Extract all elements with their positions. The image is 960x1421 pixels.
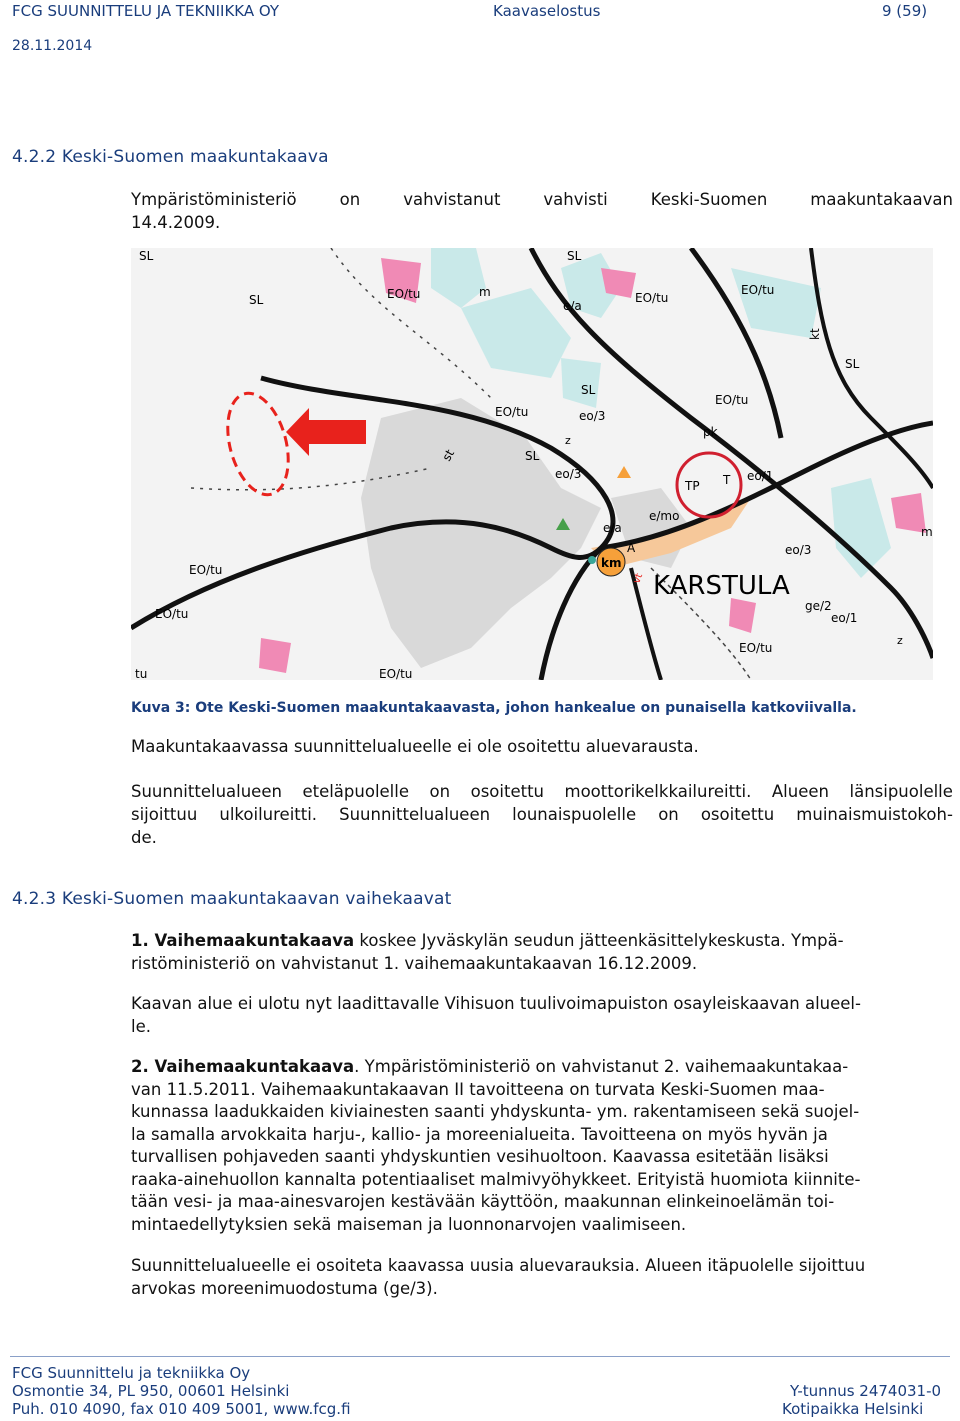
intro-line-2: 14.4.2009. <box>131 213 221 232</box>
word: on <box>429 782 451 801</box>
teal-marker <box>588 556 596 564</box>
word: Suunnittelualueen <box>339 805 491 824</box>
word: Suunnittelualueen <box>131 782 282 801</box>
map-label-karstula: KARSTULA <box>653 571 790 601</box>
item-1-title: 1. Vaihemaakuntakaava <box>131 931 355 950</box>
map-label: EO/tu <box>739 641 773 655</box>
item-1-line <box>131 929 953 952</box>
footer-phone: Puh. 010 4090, fax 010 409 5001, www.fcg.fi <box>12 1400 351 1418</box>
header-page-number: 9 (59) <box>882 2 928 20</box>
map-label: SL <box>581 383 596 397</box>
paragraph-2-line: de. <box>131 828 157 847</box>
map-label: T <box>723 473 731 487</box>
item-2-line: raaka-ainehuollon kannalta potentiaaliset malmivyöhykkeet. Erityistä huomiota kiinnite- <box>131 1169 861 1189</box>
final-paragraph <box>131 1254 953 1300</box>
paragraph-2 <box>131 780 953 849</box>
footer-domicile: Kotipaikka Helsinki <box>782 1400 924 1418</box>
footer-address: Osmontie 34, PL 950, 00601 Helsinki <box>12 1382 290 1400</box>
map-label: EO/tu <box>495 405 529 419</box>
word: muinaismuistokoh- <box>796 805 953 824</box>
map-label: EO/tu <box>387 287 421 301</box>
regional-plan-map <box>131 248 933 680</box>
map-label: eo/1 <box>831 611 858 625</box>
word: länsipuolelle <box>849 782 953 801</box>
intro-word: Ympäristöministeriö <box>131 190 297 209</box>
map-label: z <box>897 634 903 647</box>
item-2-line <box>131 1056 953 1079</box>
intro-line-1 <box>131 188 953 211</box>
intro-word: vahvistanut <box>403 190 501 209</box>
map-drawing <box>131 248 933 680</box>
item-2-line: turvallisen pohjaveden saanti yhdyskuntien vesihuoltoon. Kaavassa esitetään lisäksi <box>131 1147 829 1166</box>
intro-word: vahvisti <box>543 190 608 209</box>
final-line: Suunnittelualueelle ei osoiteta kaavassa uusia aluevarauksia. Alueen itäpuolelle sijoittuu <box>131 1256 866 1275</box>
item-1-note-line: le. <box>131 1017 151 1036</box>
item-2-line: la samalla arvokkaita harju-, kallio- ja moreenialueita. Tavoitteena on myös hyvän ja <box>131 1124 828 1144</box>
word: lounaispuolelle <box>512 805 637 824</box>
item-2-line: mintaedellytyksien sekä maiseman ja luonnonarvojen vaalimiseen. <box>131 1214 687 1234</box>
map-label: vt <box>631 572 646 586</box>
intro-word: on <box>339 190 361 209</box>
map-label: e/mo <box>649 509 680 523</box>
word: Alueen <box>771 782 829 801</box>
footer-company: FCG Suunnittelu ja tekniikka Oy <box>12 1364 251 1382</box>
map-label: tu <box>135 667 148 680</box>
map-label: SL <box>249 293 264 307</box>
paragraph-2-line <box>131 803 953 826</box>
item-2-title: 2. Vaihemaakuntakaava <box>131 1057 355 1076</box>
map-label: eo/1 <box>747 469 774 483</box>
map-label: A <box>627 541 636 555</box>
intro-word: Keski-Suomen <box>650 190 768 209</box>
map-label: SL <box>567 249 582 263</box>
section-heading-4-2-3: 4.2.3 Keski-Suomen maakuntakaavan vaihekaavat <box>12 889 452 909</box>
map-label: m <box>479 285 491 299</box>
item-2-line: tään vesi- ja maa-ainesvarojen kestävään käyttöön, maakunnan elinkeinoelämän toi- <box>131 1192 835 1211</box>
item-1-line: ristöministeriö on vahvistanut 1. vaihemaakuntakaavan 16.12.2009. <box>131 954 698 973</box>
map-label: e/a <box>603 521 622 535</box>
word: osoitettu <box>470 782 544 801</box>
pink-area <box>259 638 291 673</box>
item-2-paragraph <box>131 1056 953 1236</box>
map-label: EO/tu <box>741 283 775 297</box>
word: on <box>658 805 679 824</box>
word: eteläpuolelle <box>302 782 410 801</box>
map-label: EO/tu <box>189 563 223 577</box>
item-2-line: kunnassa laadukkaiden kiviainesten saanti yhdyskunta- ym. rakentamiseen sekä suojel- <box>131 1102 860 1121</box>
paragraph-1: Maakuntakaavassa suunnittelualueelle ei ole osoitettu aluevarausta. <box>131 737 699 756</box>
item-2-line: van 11.5.2011. Vaihemaakuntakaavan II tavoitteena on turvata Keski-Suomen maa- <box>131 1079 825 1099</box>
final-line: arvokas moreenimuodostuma (ge/3). <box>131 1279 438 1298</box>
map-label: m <box>921 525 933 539</box>
map-label: pk <box>703 425 718 439</box>
map-label: eo/3 <box>785 543 812 557</box>
word: ulkoilureitti. <box>219 805 318 824</box>
map-label: z <box>565 434 571 447</box>
map-label: EO/tu <box>715 393 749 407</box>
map-label: TP <box>685 479 700 493</box>
header-date: 28.11.2014 <box>12 38 93 54</box>
map-label: SL <box>845 357 860 371</box>
header-company: FCG SUUNNITTELU JA TEKNIIKKA OY <box>12 2 280 20</box>
footer-business-id: Y-tunnus 2474031-0 <box>790 1382 942 1400</box>
figure-caption: Kuva 3: Ote Keski-Suomen maakuntakaavasta, johon hankealue on punaisella katkoviivalla. <box>131 700 857 716</box>
map-label: EO/tu <box>635 291 669 305</box>
header-doc-type: Kaavaselostus <box>493 2 601 20</box>
footer-divider <box>10 1356 950 1357</box>
intro-word: maakuntakaavan <box>810 190 953 209</box>
item-1-note-line: Kaavan alue ei ulotu nyt laadittavalle Vihisuon tuulivoimapuiston osayleiskaavan alueel- <box>131 994 861 1013</box>
item-1-note <box>131 992 953 1038</box>
map-label: SL <box>525 449 540 463</box>
map-label: e/a <box>563 299 582 313</box>
map-label: EO/tu <box>379 667 413 680</box>
section-heading-4-2-2: 4.2.2 Keski-Suomen maakuntakaava <box>12 147 329 167</box>
map-label: km <box>601 556 622 570</box>
paragraph-2-line <box>131 780 953 803</box>
word: osoitettu <box>700 805 775 824</box>
item-1-paragraph <box>131 929 953 975</box>
map-label: eo/3 <box>555 467 582 481</box>
map-label: EO/tu <box>155 607 189 621</box>
map-label: SL <box>139 249 154 263</box>
map-label: kt <box>808 328 822 340</box>
word: sijoittuu <box>131 805 198 824</box>
word: moottorikelkkailureitti. <box>564 782 752 801</box>
map-label: ge/2 <box>805 599 832 613</box>
item-2-text: . Ympäristöministeriö on vahvistanut 2. vaihemaakuntakaa- <box>354 1057 849 1076</box>
intro-paragraph <box>131 188 953 234</box>
map-label: st <box>439 447 458 464</box>
item-1-text: koskee Jyväskylän seudun jätteenkäsittelykeskusta. Ympä- <box>354 931 844 950</box>
map-label: eo/3 <box>579 409 606 423</box>
